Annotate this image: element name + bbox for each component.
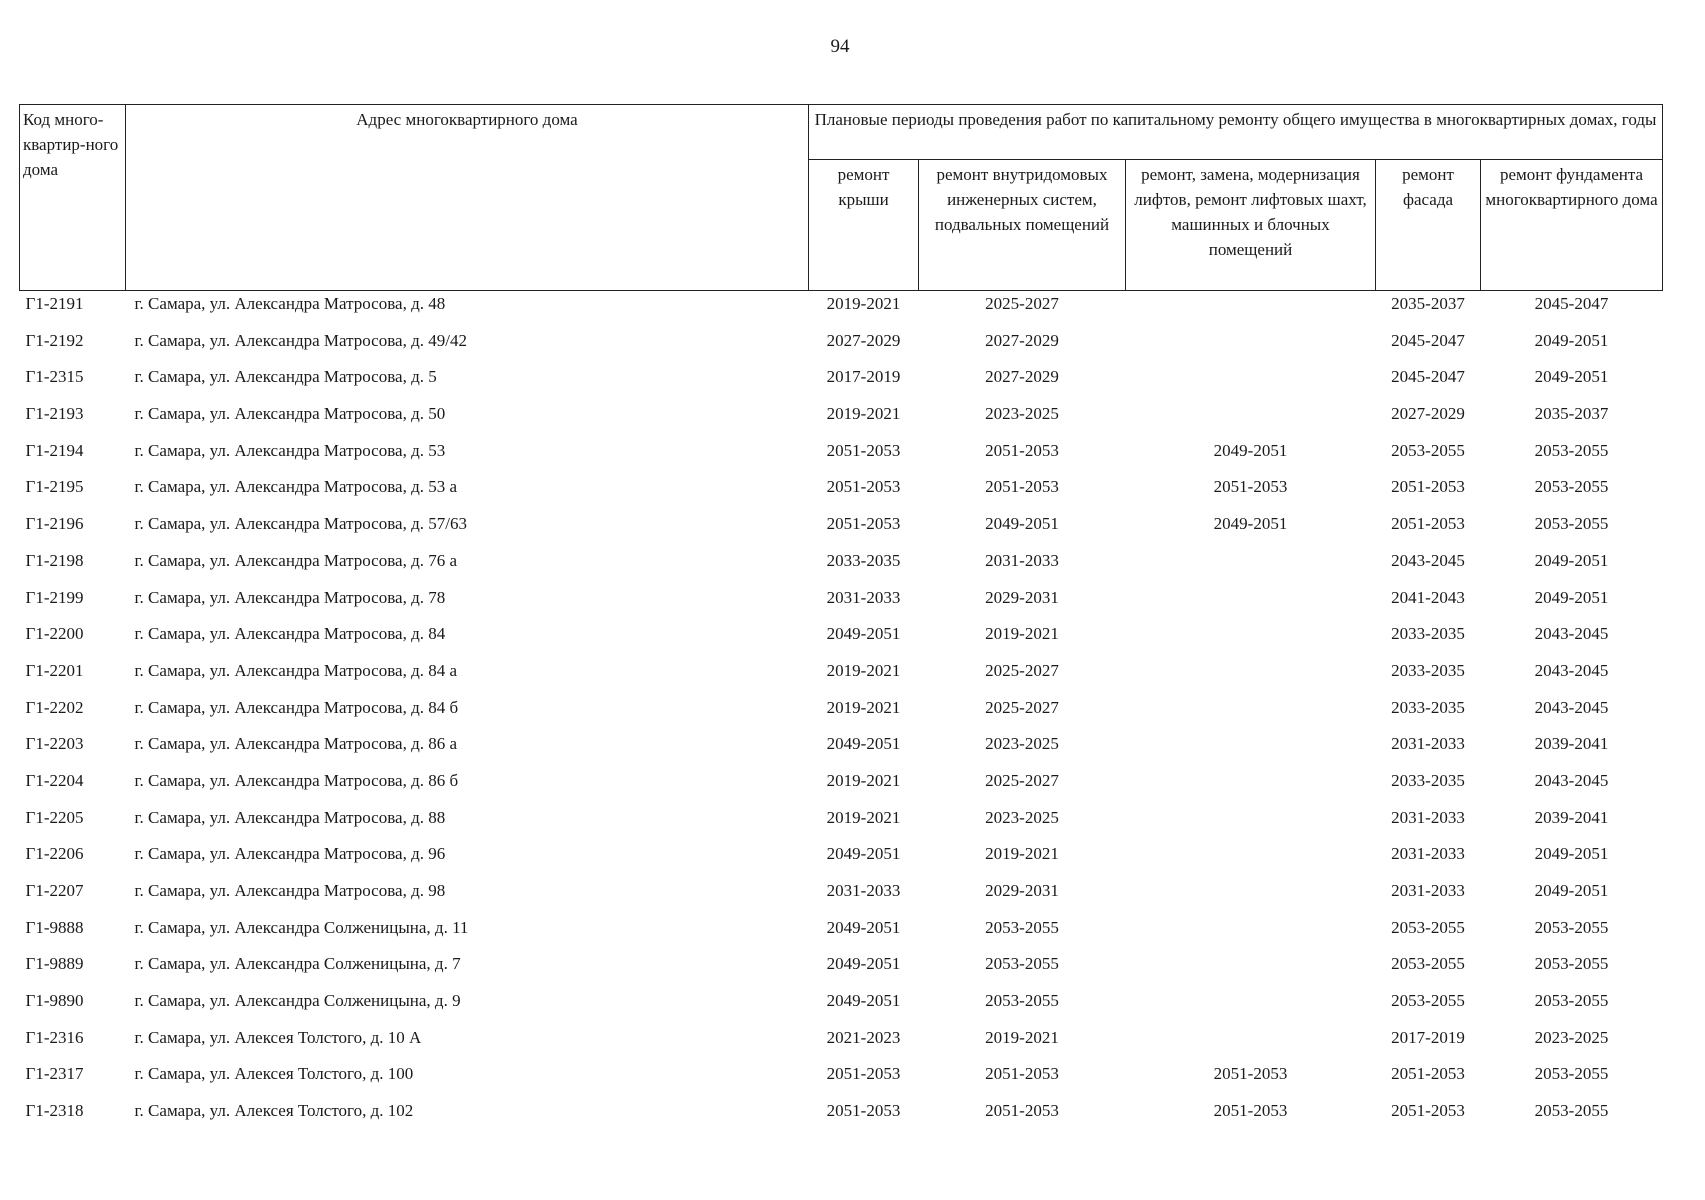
- cell-elevators: [1126, 401, 1376, 438]
- cell-address: г. Самара, ул. Александра Матросова, д. 96: [134, 844, 446, 864]
- cell-engineering: 2019-2021: [985, 1027, 1059, 1047]
- cell-roof: 2051-2053: [826, 477, 901, 497]
- cell-code: Г1-2191: [25, 294, 84, 313]
- cell-address: г. Самара, ул. Александра Матросова, д. 84: [134, 624, 446, 644]
- cell-roof: 2049-2051: [826, 954, 901, 974]
- table-row: [20, 474, 1663, 511]
- cell-facade: 2041-2043: [1391, 587, 1465, 607]
- cell-address: г. Самара, ул. Александра Матросова, д. 76 а: [134, 550, 458, 570]
- cell-facade: 2045-2047: [1391, 367, 1465, 387]
- cell-roof: 2031-2033: [826, 587, 901, 607]
- table-row: [20, 1061, 1663, 1098]
- table-row: [20, 915, 1663, 952]
- cell-foundation: 2053-2055: [1534, 477, 1609, 497]
- table-row: [20, 1025, 1663, 1062]
- cell-facade: 2043-2045: [1391, 550, 1465, 570]
- cell-address: г. Самара, ул. Александра Матросова, д. 86 б: [134, 770, 459, 790]
- cell-address: г. Самара, ул. Алексея Толстого, д. 100: [134, 1064, 414, 1084]
- cell-code: Г1-9888: [25, 917, 84, 937]
- cell-elevators: [1126, 585, 1376, 622]
- cell-engineering: 2049-2051: [985, 514, 1059, 534]
- cell-code: Г1-2201: [25, 660, 84, 680]
- table-row: [20, 401, 1663, 438]
- cell-address: г. Самара, ул. Александра Матросова, д. 5: [134, 367, 437, 387]
- cell-address: г. Самара, ул. Александра Солженицына, д. 11: [134, 917, 469, 937]
- table-row: [20, 805, 1663, 842]
- cell-address: г. Самара, ул. Александра Матросова, д. 49/42: [134, 330, 467, 350]
- cell-elevators: [1126, 878, 1376, 915]
- cell-foundation: 2039-2041: [1534, 734, 1609, 754]
- cell-address: г. Самара, ул. Александра Солженицына, д. 9: [134, 991, 461, 1011]
- cell-foundation: 2023-2025: [1534, 1027, 1609, 1047]
- page-number: 94: [830, 36, 850, 57]
- cell-engineering: 2019-2021: [985, 624, 1059, 644]
- cell-roof: 2051-2053: [826, 440, 901, 460]
- cell-roof: 2049-2051: [826, 734, 901, 754]
- cell-facade: 2051-2053: [1391, 514, 1465, 534]
- cell-code: Г1-2199: [25, 587, 84, 607]
- table-row: [20, 621, 1663, 658]
- cell-address: г. Самара, ул. Александра Матросова, д. 50: [134, 404, 446, 424]
- cell-elevators: [1126, 328, 1376, 365]
- cell-code: Г1-2198: [25, 550, 84, 570]
- cell-facade: 2053-2055: [1391, 440, 1465, 460]
- cell-facade: 2035-2037: [1391, 294, 1465, 313]
- cell-code: Г1-2202: [25, 697, 84, 717]
- cell-roof: 2019-2021: [826, 294, 901, 313]
- cell-roof: 2033-2035: [826, 550, 901, 570]
- cell-address: г. Самара, ул. Александра Матросова, д. 48: [134, 294, 446, 313]
- cell-facade: 2045-2047: [1391, 330, 1465, 350]
- cell-roof: 2017-2019: [826, 367, 901, 387]
- table-row: [20, 658, 1663, 695]
- cell-roof: 2019-2021: [826, 807, 901, 827]
- cell-engineering: 2019-2021: [985, 844, 1059, 864]
- cell-engineering: 2051-2053: [985, 477, 1059, 497]
- cell-elevators: [1126, 805, 1376, 842]
- table-row: [20, 951, 1663, 988]
- cell-engineering: 2027-2029: [985, 367, 1059, 387]
- cell-address: г. Самара, ул. Александра Матросова, д. 78: [134, 587, 446, 607]
- table-row: [20, 291, 1663, 328]
- cell-elevators: [1126, 548, 1376, 585]
- cell-elevators: [1126, 951, 1376, 988]
- cell-foundation: 2039-2041: [1534, 807, 1609, 827]
- header-code: Код много-квартир-ного дома: [20, 105, 126, 291]
- cell-elevators: [1126, 915, 1376, 952]
- cell-code: Г1-2192: [25, 330, 84, 350]
- cell-roof: 2019-2021: [826, 660, 901, 680]
- cell-roof: 2019-2021: [826, 770, 901, 790]
- cell-code: Г1-2193: [25, 404, 84, 424]
- cell-foundation: 2049-2051: [1534, 550, 1609, 570]
- cell-foundation: 2053-2055: [1534, 991, 1609, 1011]
- cell-foundation: 2049-2051: [1534, 881, 1609, 900]
- cell-engineering: 2023-2025: [985, 807, 1059, 827]
- table-row: [20, 731, 1663, 768]
- cell-engineering: 2051-2053: [985, 1064, 1059, 1084]
- cell-facade: 2033-2035: [1391, 770, 1465, 790]
- cell-facade: 2031-2033: [1391, 734, 1465, 754]
- cell-engineering: 2029-2031: [985, 587, 1059, 607]
- cell-roof: 2031-2033: [826, 881, 901, 900]
- cell-engineering: 2025-2027: [985, 697, 1059, 717]
- cell-facade: 2031-2033: [1391, 844, 1465, 864]
- cell-code: Г1-2317: [25, 1064, 84, 1084]
- cell-foundation: 2035-2037: [1534, 404, 1609, 424]
- cell-facade: 2051-2053: [1391, 1064, 1465, 1084]
- cell-foundation: 2053-2055: [1534, 440, 1609, 460]
- cell-address: г. Самара, ул. Алексея Толстого, д. 10 А: [134, 1027, 422, 1047]
- header-facade: ремонт фасада: [1376, 160, 1481, 291]
- cell-facade: 2033-2035: [1391, 624, 1465, 644]
- cell-facade: 2031-2033: [1391, 881, 1465, 900]
- header-engineering: ремонт внутридомовых инженерных систем, подвальных помещений: [919, 160, 1126, 291]
- cell-engineering: 2029-2031: [985, 881, 1059, 900]
- cell-code: Г1-2204: [25, 770, 84, 790]
- cell-roof: 2019-2021: [826, 404, 901, 424]
- cell-address: г. Самара, ул. Александра Матросова, д. 86 а: [134, 734, 458, 754]
- cell-foundation: 2053-2055: [1534, 954, 1609, 974]
- table-row: [20, 438, 1663, 475]
- cell-code: Г1-2207: [25, 881, 84, 900]
- cell-engineering: 2025-2027: [985, 660, 1059, 680]
- cell-foundation: 2043-2045: [1534, 624, 1609, 644]
- table-row: [20, 878, 1663, 915]
- cell-roof: 2049-2051: [826, 624, 901, 644]
- cell-elevators: [1126, 364, 1376, 401]
- cell-elevators: 2049-2051: [1213, 514, 1288, 534]
- cell-engineering: 2027-2029: [985, 330, 1059, 350]
- cell-engineering: 2051-2053: [985, 440, 1059, 460]
- table-body: [20, 291, 1663, 1135]
- cell-roof: 2051-2053: [826, 514, 901, 534]
- cell-code: Г1-2196: [25, 514, 84, 534]
- cell-foundation: 2053-2055: [1534, 514, 1609, 534]
- table-row: [20, 364, 1663, 401]
- header-roof: ремонт крыши: [809, 160, 919, 291]
- cell-code: Г1-9889: [25, 954, 84, 974]
- cell-elevators: [1126, 768, 1376, 805]
- cell-roof: 2019-2021: [826, 697, 901, 717]
- cell-elevators: 2049-2051: [1213, 440, 1288, 460]
- cell-elevators: [1126, 731, 1376, 768]
- cell-foundation: 2049-2051: [1534, 367, 1609, 387]
- cell-code: Г1-2316: [25, 1027, 84, 1047]
- cell-facade: 2053-2055: [1391, 917, 1465, 937]
- table-row: [20, 841, 1663, 878]
- cell-address: г. Самара, ул. Александра Матросова, д. 53: [134, 440, 446, 460]
- cell-foundation: 2043-2045: [1534, 697, 1609, 717]
- cell-foundation: 2045-2047: [1534, 294, 1609, 313]
- cell-roof: 2049-2051: [826, 991, 901, 1011]
- cell-roof: 2021-2023: [826, 1027, 901, 1047]
- header-foundation: ремонт фундамента многоквартирного дома: [1481, 160, 1663, 291]
- cell-elevators: [1126, 841, 1376, 878]
- table-row: [20, 988, 1663, 1025]
- cell-engineering: 2025-2027: [985, 294, 1059, 313]
- cell-foundation: 2043-2045: [1534, 660, 1609, 680]
- cell-address: г. Самара, ул. Александра Матросова, д. 84 б: [134, 697, 459, 717]
- header-elevators: ремонт, замена, модернизация лифтов, ремонт лифтовых шахт, машинных и блочных помещений: [1126, 160, 1376, 291]
- cell-code: Г1-9890: [25, 991, 84, 1011]
- cell-foundation: 2049-2051: [1534, 330, 1609, 350]
- cell-elevators: 2051-2053: [1213, 1064, 1288, 1084]
- cell-elevators: [1126, 988, 1376, 1025]
- cell-facade: 2033-2035: [1391, 660, 1465, 680]
- cell-elevators: 2051-2053: [1213, 1101, 1288, 1121]
- cell-facade: 2033-2035: [1391, 697, 1465, 717]
- cell-engineering: 2025-2027: [985, 770, 1059, 790]
- cell-foundation: 2053-2055: [1534, 1101, 1609, 1121]
- capital-repair-schedule-table: [19, 104, 1663, 1135]
- header-periods-group: Плановые периоды проведения работ по капитальному ремонту общего имущества в многоквартирных домах, годы: [809, 105, 1663, 160]
- cell-address: г. Самара, ул. Александра Матросова, д. 84 а: [134, 660, 458, 680]
- cell-engineering: 2023-2025: [985, 734, 1059, 754]
- cell-code: Г1-2195: [25, 477, 84, 497]
- cell-engineering: 2053-2055: [985, 917, 1059, 937]
- cell-engineering: 2051-2053: [985, 1101, 1059, 1121]
- cell-elevators: [1126, 291, 1376, 328]
- cell-foundation: 2053-2055: [1534, 917, 1609, 937]
- cell-foundation: 2049-2051: [1534, 844, 1609, 864]
- table-row: [20, 1098, 1663, 1135]
- cell-address: г. Самара, ул. Александра Матросова, д. 88: [134, 807, 446, 827]
- cell-foundation: 2049-2051: [1534, 587, 1609, 607]
- cell-roof: 2049-2051: [826, 844, 901, 864]
- cell-code: Г1-2318: [25, 1101, 84, 1121]
- cell-code: Г1-2194: [25, 440, 84, 460]
- cell-roof: 2027-2029: [826, 330, 901, 350]
- cell-facade: 2031-2033: [1391, 807, 1465, 827]
- cell-facade: 2017-2019: [1391, 1027, 1465, 1047]
- cell-elevators: [1126, 1025, 1376, 1062]
- cell-roof: 2051-2053: [826, 1101, 901, 1121]
- table-row: [20, 548, 1663, 585]
- table-row: [20, 328, 1663, 365]
- cell-code: Г1-2205: [25, 807, 84, 827]
- cell-elevators: [1126, 658, 1376, 695]
- cell-elevators: 2051-2053: [1213, 477, 1288, 497]
- cell-code: Г1-2203: [25, 734, 84, 754]
- cell-address: г. Самара, ул. Александра Матросова, д. 98: [134, 881, 446, 900]
- cell-code: Г1-2206: [25, 844, 84, 864]
- cell-address: г. Самара, ул. Алексея Толстого, д. 102: [134, 1101, 414, 1121]
- cell-facade: 2053-2055: [1391, 991, 1465, 1011]
- cell-engineering: 2031-2033: [985, 550, 1059, 570]
- table-row: [20, 695, 1663, 732]
- cell-foundation: 2043-2045: [1534, 770, 1609, 790]
- cell-code: Г1-2315: [25, 367, 84, 387]
- cell-address: г. Самара, ул. Александра Солженицына, д. 7: [134, 954, 461, 974]
- header-address: Адрес многоквартирного дома: [126, 105, 809, 291]
- cell-address: г. Самара, ул. Александра Матросова, д. 53 а: [134, 477, 458, 497]
- cell-facade: 2051-2053: [1391, 1101, 1465, 1121]
- cell-roof: 2051-2053: [826, 1064, 901, 1084]
- cell-engineering: 2023-2025: [985, 404, 1059, 424]
- cell-facade: 2027-2029: [1391, 404, 1465, 424]
- cell-roof: 2049-2051: [826, 917, 901, 937]
- cell-foundation: 2053-2055: [1534, 1064, 1609, 1084]
- cell-engineering: 2053-2055: [985, 991, 1059, 1011]
- table-row: [20, 768, 1663, 805]
- table-row: [20, 585, 1663, 622]
- cell-facade: 2051-2053: [1391, 477, 1465, 497]
- cell-elevators: [1126, 621, 1376, 658]
- cell-code: Г1-2200: [25, 624, 84, 644]
- cell-facade: 2053-2055: [1391, 954, 1465, 974]
- cell-engineering: 2053-2055: [985, 954, 1059, 974]
- table-row: [20, 511, 1663, 548]
- cell-address: г. Самара, ул. Александра Матросова, д. 57/63: [134, 514, 467, 534]
- cell-elevators: [1126, 695, 1376, 732]
